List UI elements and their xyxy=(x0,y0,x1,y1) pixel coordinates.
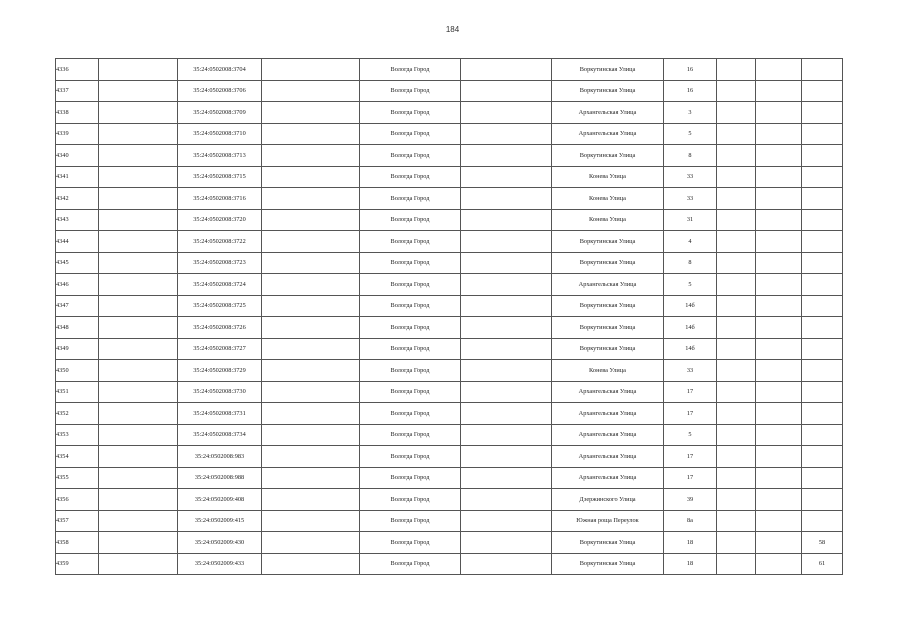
empty-cell xyxy=(99,188,178,210)
table-row xyxy=(56,102,843,124)
street-cell: Воркутинская Улица xyxy=(552,145,664,167)
city-cell: Вологда Город xyxy=(360,145,461,167)
apartment-number-cell xyxy=(802,467,843,489)
record-number-cell: 4352 xyxy=(56,403,99,425)
city-cell: Вологда Город xyxy=(360,166,461,188)
empty-cell xyxy=(99,553,178,575)
empty-cell xyxy=(99,145,178,167)
empty-cell xyxy=(99,403,178,425)
empty-cell xyxy=(756,467,802,489)
empty-cell xyxy=(99,209,178,231)
city-cell: Вологда Город xyxy=(360,188,461,210)
table-row xyxy=(56,467,843,489)
cadastral-number-cell: 35:24:0502008:3706 xyxy=(178,80,262,102)
empty-cell xyxy=(99,231,178,253)
house-number-cell: 31 xyxy=(664,209,717,231)
empty-cell xyxy=(756,59,802,81)
empty-cell xyxy=(461,403,552,425)
empty-cell xyxy=(99,338,178,360)
street-cell: Архангельская Улица xyxy=(552,102,664,124)
cadastral-number-cell: 35:24:0502008:3725 xyxy=(178,295,262,317)
apartment-number-cell xyxy=(802,510,843,532)
table-row xyxy=(56,446,843,468)
empty-cell xyxy=(717,403,756,425)
house-number-cell: 8 xyxy=(664,252,717,274)
empty-cell xyxy=(717,338,756,360)
city-cell: Вологда Город xyxy=(360,252,461,274)
cadastral-number-cell: 35:24:0502008:983 xyxy=(178,446,262,468)
record-number-cell: 4340 xyxy=(56,145,99,167)
street-cell: Воркутинская Улица xyxy=(552,252,664,274)
apartment-number-cell xyxy=(802,381,843,403)
empty-cell xyxy=(262,274,360,296)
empty-cell xyxy=(461,510,552,532)
cadastral-number-cell: 35:24:0502009:408 xyxy=(178,489,262,511)
empty-cell xyxy=(756,338,802,360)
city-cell: Вологда Город xyxy=(360,102,461,124)
house-number-cell: 8 xyxy=(664,145,717,167)
record-number-cell: 4355 xyxy=(56,467,99,489)
city-cell: Вологда Город xyxy=(360,360,461,382)
cadastral-number-cell: 35:24:0502008:3730 xyxy=(178,381,262,403)
empty-cell xyxy=(99,424,178,446)
empty-cell xyxy=(461,360,552,382)
empty-cell xyxy=(717,209,756,231)
empty-cell xyxy=(717,360,756,382)
table-row xyxy=(56,166,843,188)
empty-cell xyxy=(756,274,802,296)
empty-cell xyxy=(717,231,756,253)
record-number-cell: 4342 xyxy=(56,188,99,210)
empty-cell xyxy=(262,338,360,360)
city-cell: Вологда Город xyxy=(360,553,461,575)
house-number-cell: 39 xyxy=(664,489,717,511)
cadastral-number-cell: 35:24:0502008:3710 xyxy=(178,123,262,145)
record-number-cell: 4344 xyxy=(56,231,99,253)
empty-cell xyxy=(262,381,360,403)
empty-cell xyxy=(99,102,178,124)
record-number-cell: 4337 xyxy=(56,80,99,102)
record-number-cell: 4353 xyxy=(56,424,99,446)
table-row xyxy=(56,123,843,145)
city-cell: Вологда Город xyxy=(360,317,461,339)
empty-cell xyxy=(756,188,802,210)
street-cell: Архангельская Улица xyxy=(552,381,664,403)
registry-rows xyxy=(56,59,843,575)
city-cell: Вологда Город xyxy=(360,338,461,360)
empty-cell xyxy=(717,317,756,339)
street-cell: Воркутинская Улица xyxy=(552,338,664,360)
street-cell: Воркутинская Улица xyxy=(552,317,664,339)
empty-cell xyxy=(756,145,802,167)
city-cell: Вологда Город xyxy=(360,467,461,489)
apartment-number-cell xyxy=(802,274,843,296)
house-number-cell: 33 xyxy=(664,188,717,210)
empty-cell xyxy=(717,553,756,575)
street-cell: Архангельская Улица xyxy=(552,123,664,145)
cadastral-number-cell: 35:24:0502008:3720 xyxy=(178,209,262,231)
apartment-number-cell xyxy=(802,338,843,360)
house-number-cell: 17 xyxy=(664,446,717,468)
table-row xyxy=(56,338,843,360)
empty-cell xyxy=(756,532,802,554)
street-cell: Архангельская Улица xyxy=(552,467,664,489)
table-row xyxy=(56,381,843,403)
empty-cell xyxy=(99,166,178,188)
record-number-cell: 4346 xyxy=(56,274,99,296)
house-number-cell: 5 xyxy=(664,123,717,145)
empty-cell xyxy=(262,360,360,382)
house-number-cell: 17 xyxy=(664,403,717,425)
record-number-cell: 4351 xyxy=(56,381,99,403)
record-number-cell: 4343 xyxy=(56,209,99,231)
empty-cell xyxy=(99,295,178,317)
street-cell: Конева Улица xyxy=(552,360,664,382)
record-number-cell: 4350 xyxy=(56,360,99,382)
table-row xyxy=(56,317,843,339)
house-number-cell: 3 xyxy=(664,102,717,124)
empty-cell xyxy=(262,510,360,532)
empty-cell xyxy=(99,317,178,339)
empty-cell xyxy=(461,145,552,167)
street-cell: Конева Улица xyxy=(552,166,664,188)
apartment-number-cell xyxy=(802,145,843,167)
record-number-cell: 4347 xyxy=(56,295,99,317)
record-number-cell: 4341 xyxy=(56,166,99,188)
empty-cell xyxy=(717,123,756,145)
table-row xyxy=(56,80,843,102)
cadastral-number-cell: 35:24:0502009:430 xyxy=(178,532,262,554)
house-number-cell: 16 xyxy=(664,80,717,102)
apartment-number-cell xyxy=(802,489,843,511)
empty-cell xyxy=(262,467,360,489)
street-cell: Воркутинская Улица xyxy=(552,295,664,317)
empty-cell xyxy=(756,553,802,575)
apartment-number-cell xyxy=(802,403,843,425)
page-number: 184 xyxy=(445,25,460,34)
empty-cell xyxy=(262,209,360,231)
house-number-cell: 14б xyxy=(664,338,717,360)
cadastral-number-cell: 35:24:0502008:3724 xyxy=(178,274,262,296)
house-number-cell: 14б xyxy=(664,295,717,317)
cadastral-number-cell: 35:24:0502008:3722 xyxy=(178,231,262,253)
table-row xyxy=(56,489,843,511)
empty-cell xyxy=(262,317,360,339)
apartment-number-cell xyxy=(802,123,843,145)
apartment-number-cell: 58 xyxy=(802,532,843,554)
empty-cell xyxy=(461,317,552,339)
empty-cell xyxy=(262,446,360,468)
empty-cell xyxy=(717,166,756,188)
table-row xyxy=(56,510,843,532)
city-cell: Вологда Город xyxy=(360,274,461,296)
empty-cell xyxy=(461,274,552,296)
table-row xyxy=(56,424,843,446)
apartment-number-cell xyxy=(802,446,843,468)
empty-cell xyxy=(262,424,360,446)
empty-cell xyxy=(756,360,802,382)
empty-cell xyxy=(99,123,178,145)
empty-cell xyxy=(717,295,756,317)
house-number-cell: 5 xyxy=(664,274,717,296)
empty-cell xyxy=(756,123,802,145)
house-number-cell: 18 xyxy=(664,532,717,554)
street-cell: Конева Улица xyxy=(552,188,664,210)
empty-cell xyxy=(99,381,178,403)
empty-cell xyxy=(461,102,552,124)
cadastral-number-cell: 35:24:0502008:3727 xyxy=(178,338,262,360)
street-cell: Воркутинская Улица xyxy=(552,231,664,253)
empty-cell xyxy=(717,145,756,167)
empty-cell xyxy=(756,424,802,446)
street-cell: Воркутинская Улица xyxy=(552,80,664,102)
apartment-number-cell xyxy=(802,59,843,81)
empty-cell xyxy=(756,510,802,532)
apartment-number-cell xyxy=(802,317,843,339)
empty-cell xyxy=(461,188,552,210)
record-number-cell: 4358 xyxy=(56,532,99,554)
street-cell: Архангельская Улица xyxy=(552,403,664,425)
cadastral-number-cell: 35:24:0502009:433 xyxy=(178,553,262,575)
empty-cell xyxy=(262,553,360,575)
street-cell: Конева Улица xyxy=(552,209,664,231)
house-number-cell: 18 xyxy=(664,553,717,575)
empty-cell xyxy=(461,231,552,253)
empty-cell xyxy=(756,403,802,425)
table-row xyxy=(56,553,843,575)
empty-cell xyxy=(461,295,552,317)
city-cell: Вологда Город xyxy=(360,59,461,81)
cadastral-number-cell: 35:24:0502008:988 xyxy=(178,467,262,489)
record-number-cell: 4356 xyxy=(56,489,99,511)
empty-cell xyxy=(717,274,756,296)
city-cell: Вологда Город xyxy=(360,231,461,253)
record-number-cell: 4357 xyxy=(56,510,99,532)
empty-cell xyxy=(262,102,360,124)
apartment-number-cell: 61 xyxy=(802,553,843,575)
apartment-number-cell xyxy=(802,231,843,253)
house-number-cell: 33 xyxy=(664,166,717,188)
empty-cell xyxy=(99,489,178,511)
house-number-cell: 8а xyxy=(664,510,717,532)
empty-cell xyxy=(99,532,178,554)
empty-cell xyxy=(756,295,802,317)
record-number-cell: 4339 xyxy=(56,123,99,145)
cadastral-number-cell: 35:24:0502008:3713 xyxy=(178,145,262,167)
city-cell: Вологда Город xyxy=(360,532,461,554)
apartment-number-cell xyxy=(802,295,843,317)
empty-cell xyxy=(461,252,552,274)
table-row xyxy=(56,403,843,425)
empty-cell xyxy=(262,489,360,511)
empty-cell xyxy=(461,489,552,511)
empty-cell xyxy=(262,295,360,317)
table-row xyxy=(56,295,843,317)
street-cell: Южная роща Переулок xyxy=(552,510,664,532)
empty-cell xyxy=(756,252,802,274)
empty-cell xyxy=(99,252,178,274)
city-cell: Вологда Город xyxy=(360,424,461,446)
empty-cell xyxy=(99,80,178,102)
empty-cell xyxy=(461,381,552,403)
table-row xyxy=(56,188,843,210)
empty-cell xyxy=(717,80,756,102)
empty-cell xyxy=(461,446,552,468)
apartment-number-cell xyxy=(802,209,843,231)
city-cell: Вологда Город xyxy=(360,80,461,102)
house-number-cell: 14б xyxy=(664,317,717,339)
empty-cell xyxy=(756,166,802,188)
house-number-cell: 17 xyxy=(664,467,717,489)
empty-cell xyxy=(717,532,756,554)
city-cell: Вологда Город xyxy=(360,489,461,511)
apartment-number-cell xyxy=(802,80,843,102)
empty-cell xyxy=(262,123,360,145)
empty-cell xyxy=(756,446,802,468)
cadastral-number-cell: 35:24:0502008:3731 xyxy=(178,403,262,425)
cadastral-number-cell: 35:24:0502008:3734 xyxy=(178,424,262,446)
city-cell: Вологда Город xyxy=(360,446,461,468)
empty-cell xyxy=(99,446,178,468)
table-row xyxy=(56,59,843,81)
empty-cell xyxy=(262,145,360,167)
empty-cell xyxy=(99,59,178,81)
empty-cell xyxy=(262,166,360,188)
empty-cell xyxy=(262,231,360,253)
empty-cell xyxy=(461,166,552,188)
empty-cell xyxy=(461,532,552,554)
street-cell: Архангельская Улица xyxy=(552,274,664,296)
empty-cell xyxy=(461,59,552,81)
street-cell: Воркутинская Улица xyxy=(552,553,664,575)
empty-cell xyxy=(262,188,360,210)
apartment-number-cell xyxy=(802,188,843,210)
cadastral-number-cell: 35:24:0502008:3715 xyxy=(178,166,262,188)
empty-cell xyxy=(461,123,552,145)
house-number-cell: 5 xyxy=(664,424,717,446)
empty-cell xyxy=(461,553,552,575)
empty-cell xyxy=(262,59,360,81)
house-number-cell: 17 xyxy=(664,381,717,403)
empty-cell xyxy=(99,274,178,296)
empty-cell xyxy=(717,446,756,468)
street-cell: Воркутинская Улица xyxy=(552,532,664,554)
house-number-cell: 33 xyxy=(664,360,717,382)
cadastral-number-cell: 35:24:0502008:3726 xyxy=(178,317,262,339)
table-row xyxy=(56,209,843,231)
table-row xyxy=(56,145,843,167)
empty-cell xyxy=(461,209,552,231)
cadastral-number-cell: 35:24:0502008:3716 xyxy=(178,188,262,210)
city-cell: Вологда Город xyxy=(360,123,461,145)
empty-cell xyxy=(717,510,756,532)
apartment-number-cell xyxy=(802,166,843,188)
record-number-cell: 4338 xyxy=(56,102,99,124)
empty-cell xyxy=(717,467,756,489)
apartment-number-cell xyxy=(802,360,843,382)
empty-cell xyxy=(717,252,756,274)
empty-cell xyxy=(756,317,802,339)
table-row xyxy=(56,532,843,554)
empty-cell xyxy=(99,510,178,532)
city-cell: Вологда Город xyxy=(360,381,461,403)
empty-cell xyxy=(717,102,756,124)
cadastral-number-cell: 35:24:0502008:3729 xyxy=(178,360,262,382)
empty-cell xyxy=(717,424,756,446)
street-cell: Дзержинского Улица xyxy=(552,489,664,511)
empty-cell xyxy=(99,467,178,489)
record-number-cell: 4349 xyxy=(56,338,99,360)
empty-cell xyxy=(717,59,756,81)
city-cell: Вологда Город xyxy=(360,209,461,231)
empty-cell xyxy=(99,360,178,382)
empty-cell xyxy=(756,381,802,403)
empty-cell xyxy=(461,467,552,489)
cadastral-number-cell: 35:24:0502008:3704 xyxy=(178,59,262,81)
record-number-cell: 4359 xyxy=(56,553,99,575)
record-number-cell: 4348 xyxy=(56,317,99,339)
cadastral-number-cell: 35:24:0502008:3723 xyxy=(178,252,262,274)
city-cell: Вологда Город xyxy=(360,403,461,425)
apartment-number-cell xyxy=(802,424,843,446)
empty-cell xyxy=(756,489,802,511)
record-number-cell: 4345 xyxy=(56,252,99,274)
house-number-cell: 4 xyxy=(664,231,717,253)
table-row xyxy=(56,360,843,382)
empty-cell xyxy=(717,381,756,403)
apartment-number-cell xyxy=(802,252,843,274)
empty-cell xyxy=(262,252,360,274)
empty-cell xyxy=(262,532,360,554)
empty-cell xyxy=(717,188,756,210)
cadastral-number-cell: 35:24:0502009:415 xyxy=(178,510,262,532)
empty-cell xyxy=(262,403,360,425)
empty-cell xyxy=(717,489,756,511)
registry-table xyxy=(55,58,843,575)
empty-cell xyxy=(756,80,802,102)
street-cell: Воркутинская Улица xyxy=(552,59,664,81)
street-cell: Архангельская Улица xyxy=(552,424,664,446)
street-cell: Архангельская Улица xyxy=(552,446,664,468)
cadastral-number-cell: 35:24:0502008:3709 xyxy=(178,102,262,124)
table-row xyxy=(56,274,843,296)
record-number-cell: 4354 xyxy=(56,446,99,468)
empty-cell xyxy=(461,80,552,102)
empty-cell xyxy=(756,209,802,231)
house-number-cell: 16 xyxy=(664,59,717,81)
empty-cell xyxy=(461,338,552,360)
empty-cell xyxy=(461,424,552,446)
apartment-number-cell xyxy=(802,102,843,124)
empty-cell xyxy=(756,231,802,253)
empty-cell xyxy=(756,102,802,124)
table-row xyxy=(56,231,843,253)
city-cell: Вологда Город xyxy=(360,295,461,317)
empty-cell xyxy=(262,80,360,102)
record-number-cell: 4336 xyxy=(56,59,99,81)
table-row xyxy=(56,252,843,274)
city-cell: Вологда Город xyxy=(360,510,461,532)
